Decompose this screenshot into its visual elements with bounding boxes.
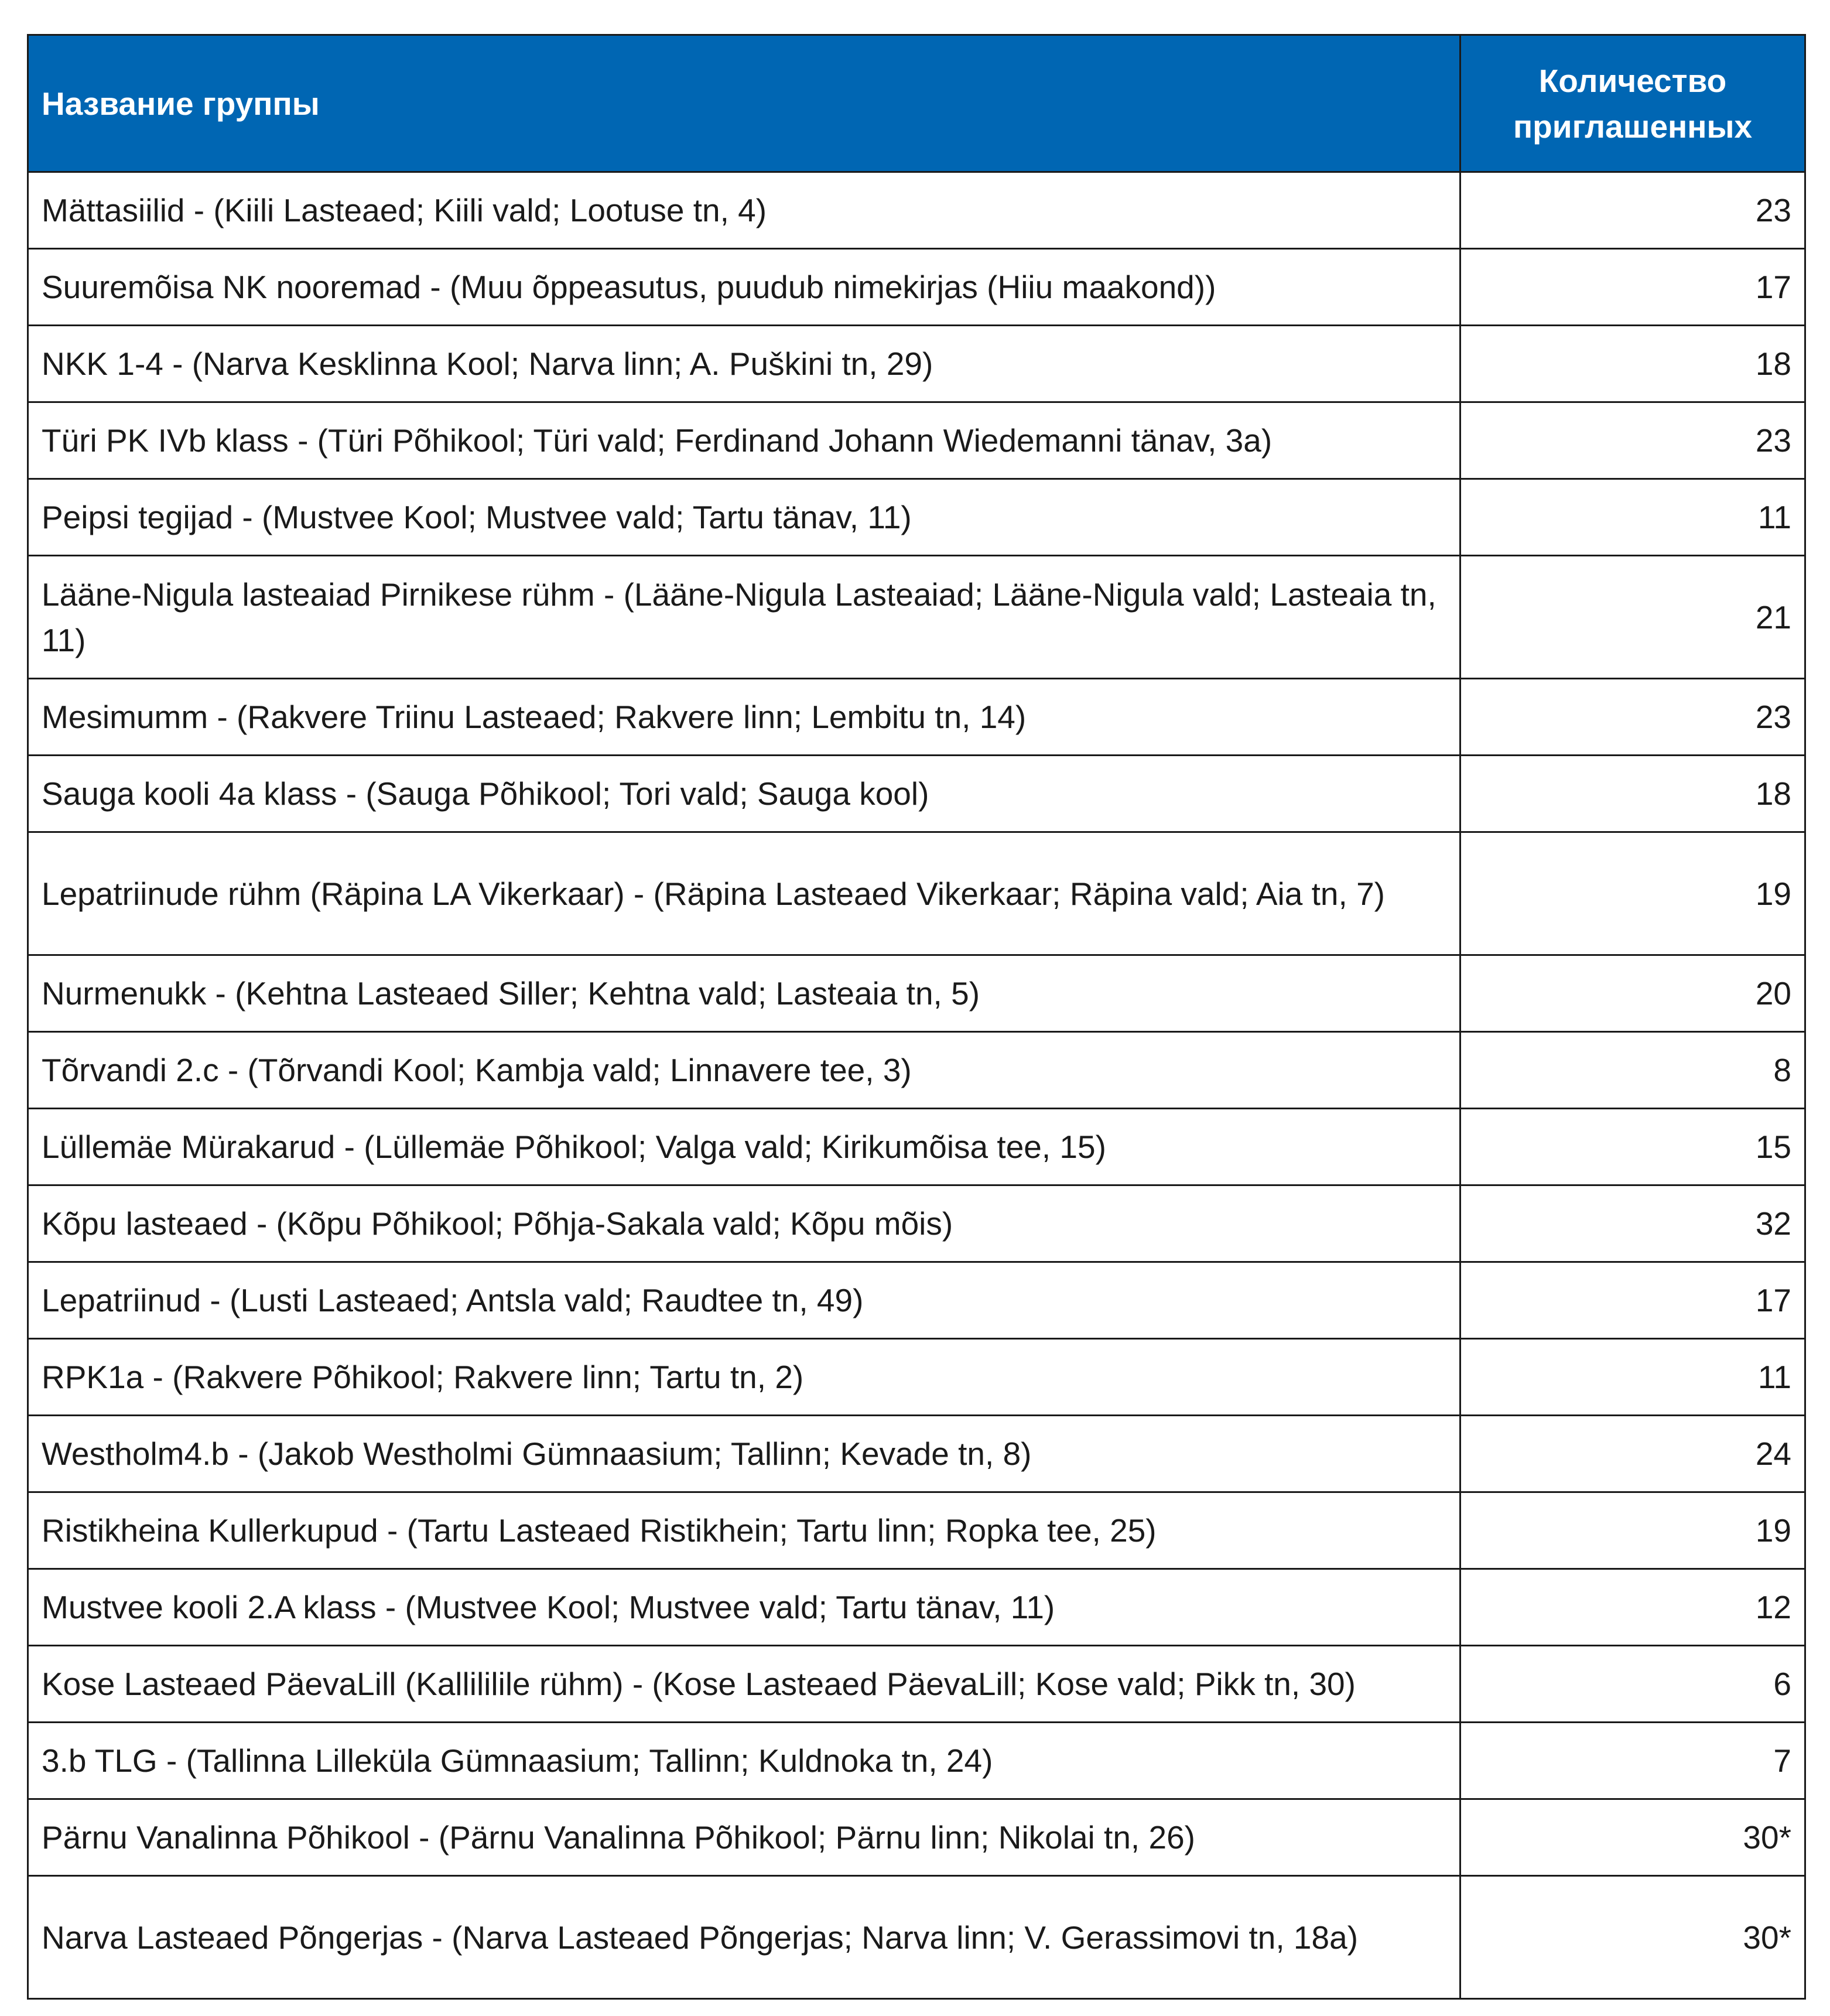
invited-count-cell: 17 <box>1460 249 1805 326</box>
table-row <box>28 402 1805 479</box>
invited-count-cell: 6 <box>1460 1646 1805 1723</box>
group-name-cell: Lüllemäe Mürakarud - (Lüllemäe Põhikool; Valga vald; Kirikumõisa tee, 15) <box>28 1109 1460 1185</box>
invited-count-cell: 19 <box>1460 1492 1805 1569</box>
table-row <box>28 1262 1805 1339</box>
table-row <box>28 556 1805 679</box>
invited-count-cell: 11 <box>1460 1339 1805 1416</box>
table-row <box>28 1646 1805 1723</box>
invited-count-cell: 8 <box>1460 1032 1805 1109</box>
table-row <box>28 172 1805 249</box>
group-name-cell: Mustvee kooli 2.A klass - (Mustvee Kool; Mustvee vald; Tartu tänav, 11) <box>28 1569 1460 1646</box>
invited-count-cell: 23 <box>1460 172 1805 249</box>
table-row <box>28 756 1805 832</box>
group-name-cell: Tõrvandi 2.c - (Tõrvandi Kool; Kambja vald; Linnavere tee, 3) <box>28 1032 1460 1109</box>
invited-count-cell: 23 <box>1460 402 1805 479</box>
table-row <box>28 1723 1805 1799</box>
table-row <box>28 832 1805 955</box>
column-header-invited-count: Количество приглашенных <box>1460 35 1805 172</box>
invited-count-cell: 30* <box>1460 1799 1805 1876</box>
group-name-cell: Pärnu Vanalinna Põhikool - (Pärnu Vanalinna Põhikool; Pärnu linn; Nikolai tn, 26) <box>28 1799 1460 1876</box>
group-table <box>27 34 1806 2000</box>
group-name-cell: Mättasiilid - (Kiili Lasteaed; Kiili vald; Lootuse tn, 4) <box>28 172 1460 249</box>
table-header <box>28 35 1805 172</box>
table-row <box>28 1799 1805 1876</box>
group-name-cell: Peipsi tegijad - (Mustvee Kool; Mustvee vald; Tartu tänav, 11) <box>28 479 1460 556</box>
table-row <box>28 326 1805 402</box>
table-row <box>28 249 1805 326</box>
table-body <box>28 172 1805 1999</box>
table-row <box>28 1339 1805 1416</box>
table-row <box>28 1416 1805 1492</box>
table-row <box>28 1876 1805 1999</box>
group-name-cell: Nurmenukk - (Kehtna Lasteaed Siller; Kehtna vald; Lasteaia tn, 5) <box>28 955 1460 1032</box>
invited-count-cell: 21 <box>1460 556 1805 679</box>
column-header-group-name: Название группы <box>28 35 1460 172</box>
table-row <box>28 1569 1805 1646</box>
group-table-container <box>27 34 1804 2000</box>
table-row <box>28 679 1805 756</box>
group-name-cell: Sauga kooli 4a klass - (Sauga Põhikool; Tori vald; Sauga kool) <box>28 756 1460 832</box>
group-name-cell: Lepatriinud - (Lusti Lasteaed; Antsla vald; Raudtee tn, 49) <box>28 1262 1460 1339</box>
table-row <box>28 1109 1805 1185</box>
group-name-cell: 3.b TLG - (Tallinna Lilleküla Gümnaasium; Tallinn; Kuldnoka tn, 24) <box>28 1723 1460 1799</box>
invited-count-cell: 30* <box>1460 1876 1805 1999</box>
invited-count-cell: 24 <box>1460 1416 1805 1492</box>
invited-count-cell: 12 <box>1460 1569 1805 1646</box>
group-name-cell: Lääne-Nigula lasteaiad Pirnikese rühm - (Lääne-Nigula Lasteaiad; Lääne-Nigula vald; Lasteaia tn, 11) <box>28 556 1460 679</box>
group-name-cell: NKK 1-4 - (Narva Kesklinna Kool; Narva linn; A. Puškini tn, 29) <box>28 326 1460 402</box>
table-row <box>28 479 1805 556</box>
header-row <box>28 35 1805 172</box>
invited-count-cell: 32 <box>1460 1185 1805 1262</box>
group-name-cell: Mesimumm - (Rakvere Triinu Lasteaed; Rakvere linn; Lembitu tn, 14) <box>28 679 1460 756</box>
group-name-cell: Kose Lasteaed PäevaLill (Kallililile rühm) - (Kose Lasteaed PäevaLill; Kose vald; Pikk tn, 30) <box>28 1646 1460 1723</box>
table-row <box>28 1032 1805 1109</box>
group-name-cell: Kõpu lasteaed - (Kõpu Põhikool; Põhja-Sakala vald; Kõpu mõis) <box>28 1185 1460 1262</box>
invited-count-cell: 18 <box>1460 326 1805 402</box>
group-name-cell: Narva Lasteaed Põngerjas - (Narva Lasteaed Põngerjas; Narva linn; V. Gerassimovi tn, 18a) <box>28 1876 1460 1999</box>
group-name-cell: Ristikheina Kullerkupud - (Tartu Lasteaed Ristikhein; Tartu linn; Ropka tee, 25) <box>28 1492 1460 1569</box>
group-name-cell: RPK1a - (Rakvere Põhikool; Rakvere linn; Tartu tn, 2) <box>28 1339 1460 1416</box>
table-row <box>28 1185 1805 1262</box>
group-name-cell: Türi PK IVb klass - (Türi Põhikool; Türi vald; Ferdinand Johann Wiedemanni tänav, 3a) <box>28 402 1460 479</box>
invited-count-cell: 18 <box>1460 756 1805 832</box>
invited-count-cell: 19 <box>1460 832 1805 955</box>
invited-count-cell: 23 <box>1460 679 1805 756</box>
table-row <box>28 1492 1805 1569</box>
invited-count-cell: 15 <box>1460 1109 1805 1185</box>
group-name-cell: Lepatriinude rühm (Räpina LA Vikerkaar) - (Räpina Lasteaed Vikerkaar; Räpina vald; Aia tn, 7) <box>28 832 1460 955</box>
group-name-cell: Suuremõisa NK nooremad - (Muu õppeasutus, puudub nimekirjas (Hiiu maakond)) <box>28 249 1460 326</box>
invited-count-cell: 20 <box>1460 955 1805 1032</box>
table-row <box>28 955 1805 1032</box>
invited-count-cell: 11 <box>1460 479 1805 556</box>
invited-count-cell: 17 <box>1460 1262 1805 1339</box>
group-name-cell: Westholm4.b - (Jakob Westholmi Gümnaasium; Tallinn; Kevade tn, 8) <box>28 1416 1460 1492</box>
invited-count-cell: 7 <box>1460 1723 1805 1799</box>
